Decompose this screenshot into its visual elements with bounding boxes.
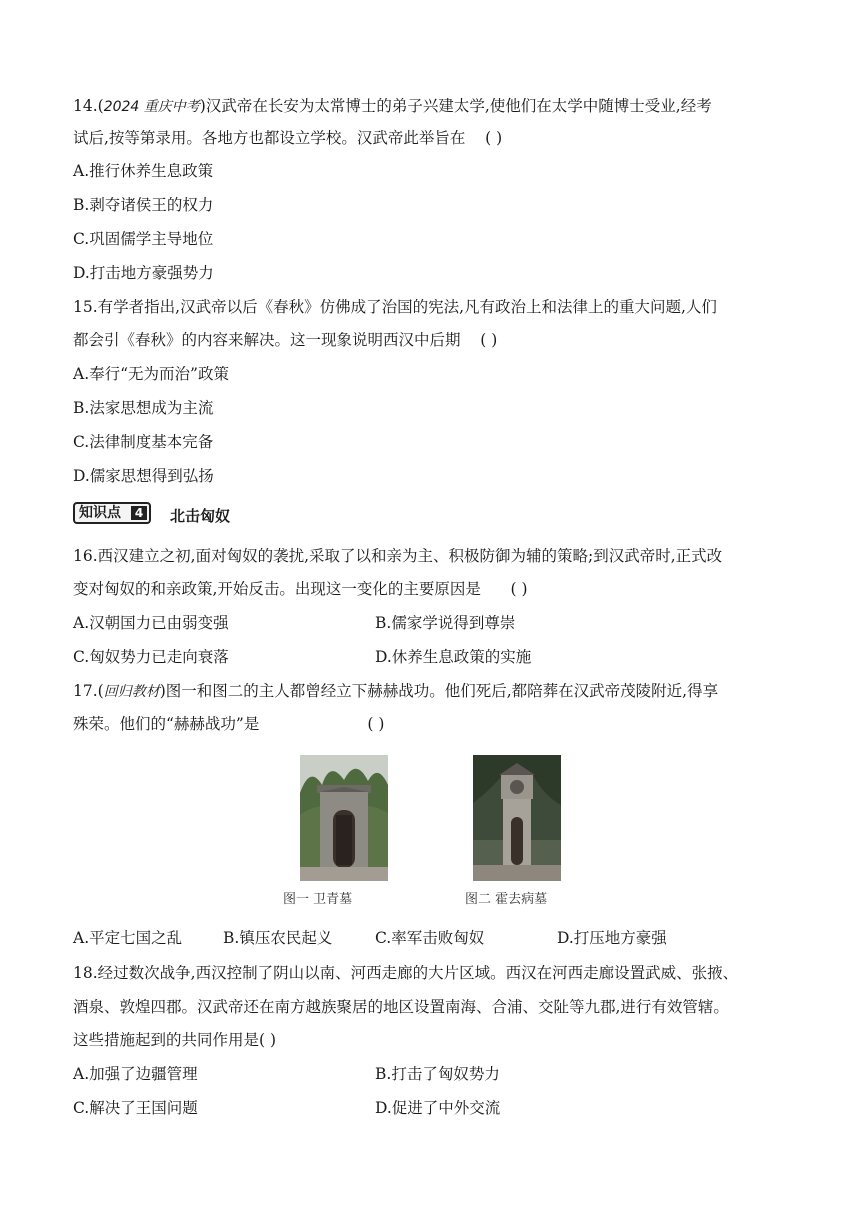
q14-option-a: A.推行休养生息政策 [73, 162, 214, 180]
q15-option-a: A.奉行“无为而治”政策 [73, 365, 229, 383]
q14-stem-line1: 14.(2024 重庆中考)汉武帝在长安为太常博士的弟子兴建太学,使他们在太学中随博士受业,经考 [73, 97, 712, 115]
q18-stem-line3: 这些措施起到的共同作用是( ) [73, 1031, 277, 1049]
q18-option-d: D.促进了中外交流 [375, 1099, 501, 1117]
q15-stem-line1: 15.有学者指出,汉武帝以后《春秋》仿佛成了治国的宪法,凡有政治上和法律上的重大问题,人们 [73, 298, 717, 316]
q18-option-c: C.解决了王国问题 [73, 1099, 198, 1117]
figure1-wei-qing-tomb-photo [300, 755, 388, 881]
q18-option-b: B.打击了匈奴势力 [375, 1065, 500, 1083]
q17-answer-paren: ( ) [367, 715, 385, 733]
q17-stem-line1: 17.(回归教材)图一和图二的主人都曾经立下赫赫战功。他们死后,都陪葬在汉武帝茂陵附近,得享 [73, 682, 719, 700]
figure1-caption: 图一 卫青墓 [283, 892, 353, 907]
q14-stem-line2: 试后,按等第录用。各地方也都设立学校。汉武帝此举旨在 ( ) [73, 129, 503, 147]
q17-option-c: C.率军击败匈奴 [375, 929, 485, 947]
q16-option-c: C.匈奴势力已走向衰落 [73, 648, 229, 666]
q17-source: 回归教材 [103, 684, 160, 700]
q16-answer-paren: ( ) [510, 580, 528, 598]
q18-stem-line2: 酒泉、敦煌四郡。汉武帝还在南方越族聚居的地区设置南海、合浦、交阯等九郡,进行有效管辖。 [73, 998, 729, 1016]
figure2-huo-qubing-tomb-photo [473, 755, 561, 881]
q16-stem-line1: 16.西汉建立之初,面对匈奴的袭扰,采取了以和亲为主、积极防御为辅的策略;到汉武帝时,正式改 [73, 547, 723, 565]
q15-answer-paren: ( ) [480, 331, 498, 349]
q15-stem-line2: 都会引《春秋》的内容来解决。这一现象说明西汉中后期 ( ) [73, 331, 498, 349]
q14-option-b: B.剥夺诸侯王的权力 [73, 196, 214, 214]
q14-answer-paren: ( ) [485, 129, 503, 147]
q18-answer-paren: ( ) [259, 1031, 277, 1049]
q15-option-d: D.儒家思想得到弘扬 [73, 467, 214, 485]
q16-option-d: D.休养生息政策的实施 [375, 648, 532, 666]
q15-option-c: C.法律制度基本完备 [73, 433, 214, 451]
q16-stem-line2: 变对匈奴的和亲政策,开始反击。出现这一变化的主要原因是 ( ) [73, 580, 528, 598]
knowledge-point-title: 北击匈奴 [170, 507, 231, 525]
q16-option-b: B.儒家学说得到尊崇 [375, 614, 516, 632]
q16-option-a: A.汉朝国力已由弱变强 [73, 614, 229, 632]
knowledge-point-badge: 知识点 4 [73, 502, 151, 524]
q17-option-a: A.平定七国之乱 [73, 929, 183, 947]
q17-option-b: B.镇压农民起义 [223, 929, 333, 947]
figure2-caption: 图二 霍去病墓 [465, 892, 548, 907]
q14-option-c: C.巩固儒学主导地位 [73, 230, 214, 248]
q18-option-a: A.加强了边疆管理 [73, 1065, 198, 1083]
q18-stem-line1: 18.经过数次战争,西汉控制了阴山以南、河西走廊的大片区域。西汉在河西走廊设置武威、张掖、 [73, 964, 739, 982]
q14-option-d: D.打击地方豪强势力 [73, 264, 214, 282]
q17-stem-line2: 殊荣。他们的“赫赫战功”是 ( ) [73, 715, 385, 733]
q17-option-d: D.打压地方豪强 [557, 929, 667, 947]
knowledge-point-number: 4 [131, 506, 147, 520]
q14-source: 2024 重庆中考 [103, 99, 200, 115]
q15-option-b: B.法家思想成为主流 [73, 399, 214, 417]
